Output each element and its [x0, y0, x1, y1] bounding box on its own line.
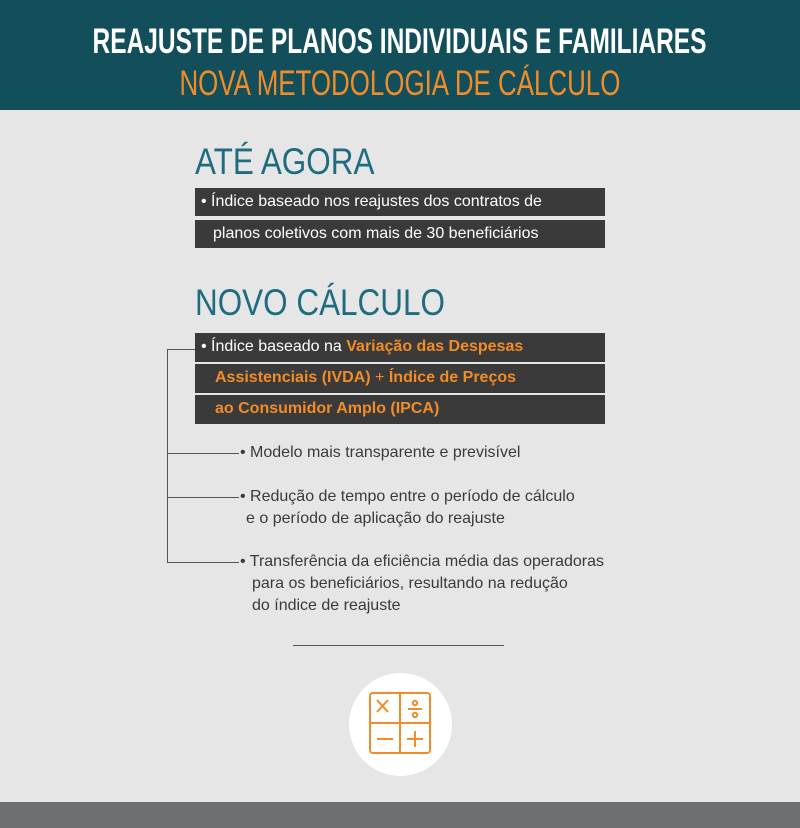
tree-connector-vertical [167, 349, 168, 562]
header-banner [0, 0, 800, 110]
highlight-text: Índice de Preços [388, 369, 517, 386]
text: planos coletivos com mais de 30 beneficiários [213, 225, 539, 242]
page-subtitle: NOVA METODOLOGIA DE CÁLCULO [179, 64, 621, 103]
tree-connector-branch [167, 562, 239, 563]
benefit-item [240, 442, 520, 464]
text: • Modelo mais transparente e previsível [240, 444, 521, 461]
novo-calculo-line-2 [195, 364, 605, 393]
footer-bar [0, 802, 800, 828]
text: • Transferência da eficiência média das operadoras [240, 553, 605, 570]
text: do índice de reajuste [252, 597, 401, 614]
ate-agora-line-2 [195, 220, 605, 248]
benefit-item [240, 486, 575, 530]
tree-connector-branch [167, 497, 239, 498]
highlight-text: Variação das Despesas [346, 338, 524, 355]
section-heading-ate-agora: ATÉ AGORA [195, 141, 375, 182]
tree-connector-branch [167, 453, 239, 454]
text: • Índice baseado nos reajustes dos contratos de [201, 193, 542, 210]
novo-calculo-line-3 [195, 395, 605, 424]
plus-text: + [370, 369, 389, 386]
ate-agora-line-1 [195, 188, 605, 216]
tree-connector-top [167, 349, 195, 350]
text: e o período de aplicação do reajuste [246, 510, 505, 527]
calculator-icon [349, 673, 452, 776]
divider [293, 645, 504, 646]
subtitle-row [0, 64, 800, 104]
text: • Índice baseado na [201, 338, 347, 355]
highlight-text: ao Consumidor Amplo (IPCA) [215, 400, 440, 417]
highlight-text: Assistenciais (IVDA) [215, 369, 371, 386]
novo-calculo-line-1 [195, 333, 605, 362]
icon-circle [349, 673, 452, 776]
title-row [0, 22, 800, 62]
page-title: REAJUSTE DE PLANOS INDIVIDUAIS E FAMILIARES [93, 22, 707, 61]
text: para os beneficiários, resultando na redução [252, 575, 568, 592]
benefit-item [240, 551, 604, 617]
section-heading-novo-calculo: NOVO CÁLCULO [195, 282, 445, 323]
text: • Redução de tempo entre o período de cálculo [240, 488, 575, 505]
